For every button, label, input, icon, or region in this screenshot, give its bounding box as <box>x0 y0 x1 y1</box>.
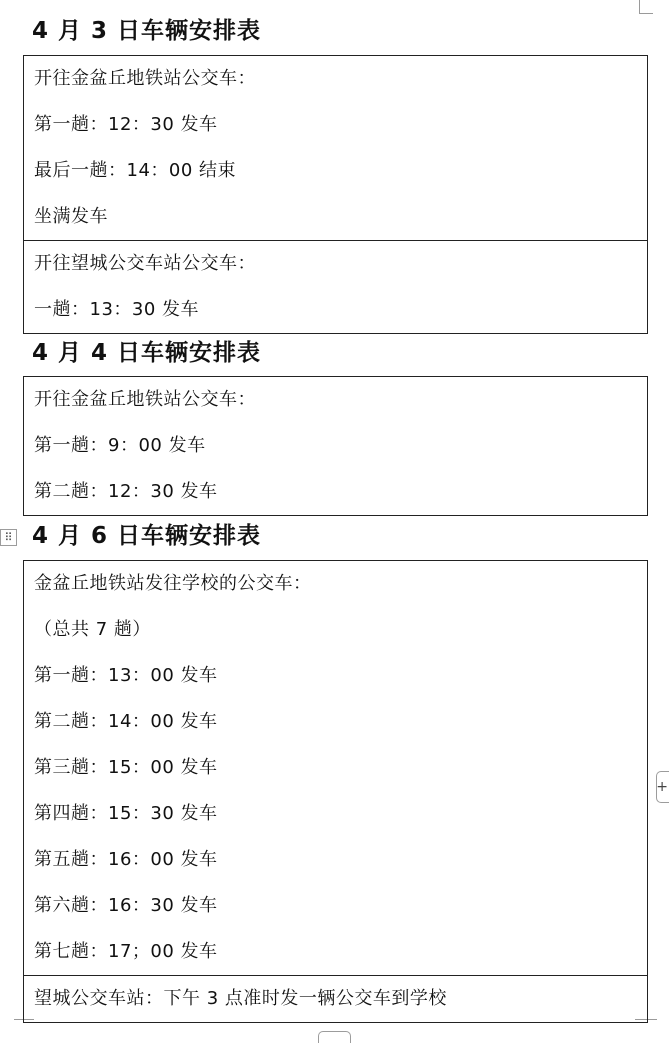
page-corner-mark <box>639 0 653 14</box>
table-cell[interactable] <box>24 241 647 333</box>
cell-line: 望城公交车站：下午 3 点准时发一辆公交车到学校 <box>34 988 447 1009</box>
schedule-table-apr-3[interactable] <box>23 55 648 334</box>
cell-line: 第五趟：16：00 发车 <box>34 849 218 870</box>
table-cell[interactable] <box>24 976 647 1022</box>
cell-line: 第二趟：12：30 发车 <box>34 481 218 502</box>
section-title-apr-6: 4 月 6 日车辆安排表 <box>32 523 262 549</box>
schedule-table-apr-4[interactable] <box>23 376 648 516</box>
move-handle-icon: ⠿ <box>4 531 13 544</box>
table-move-handle[interactable] <box>0 529 17 546</box>
cell-line: 坐满发车 <box>34 206 108 227</box>
cell-line: 开往金盆丘地铁站公交车： <box>34 389 256 410</box>
cell-line: 最后一趟：14：00 结束 <box>34 160 237 181</box>
cell-line: 第二趟：14：00 发车 <box>34 711 218 732</box>
add-row-handle[interactable] <box>656 771 669 803</box>
cell-line: （总共 7 趟） <box>34 619 151 640</box>
section-title-apr-4: 4 月 4 日车辆安排表 <box>32 340 262 366</box>
cell-line: 第七趟：17；00 发车 <box>34 941 218 962</box>
cell-line: 第一趟：13：00 发车 <box>34 665 218 686</box>
cell-line: 金盆丘地铁站发往学校的公交车： <box>34 573 312 594</box>
cell-line: 第四趟：15：30 发车 <box>34 803 218 824</box>
page-bottom-tab[interactable] <box>318 1031 351 1043</box>
table-cell[interactable] <box>24 56 647 241</box>
cell-line: 开往望城公交车站公交车： <box>34 253 256 274</box>
cell-line: 第一趟：12：30 发车 <box>34 114 218 135</box>
cell-line: 第一趟：9：00 发车 <box>34 435 206 456</box>
section-title-apr-3: 4 月 3 日车辆安排表 <box>32 18 262 44</box>
cell-line: 开往金盆丘地铁站公交车： <box>34 68 256 89</box>
table-cell[interactable] <box>24 561 647 976</box>
schedule-table-apr-6[interactable] <box>23 560 648 1023</box>
table-cell[interactable] <box>24 377 647 515</box>
cell-line: 第六趟：16：30 发车 <box>34 895 218 916</box>
cell-line: 一趟：13：30 发车 <box>34 299 200 320</box>
plus-icon: + <box>656 779 668 795</box>
cell-line: 第三趟：15：00 发车 <box>34 757 218 778</box>
